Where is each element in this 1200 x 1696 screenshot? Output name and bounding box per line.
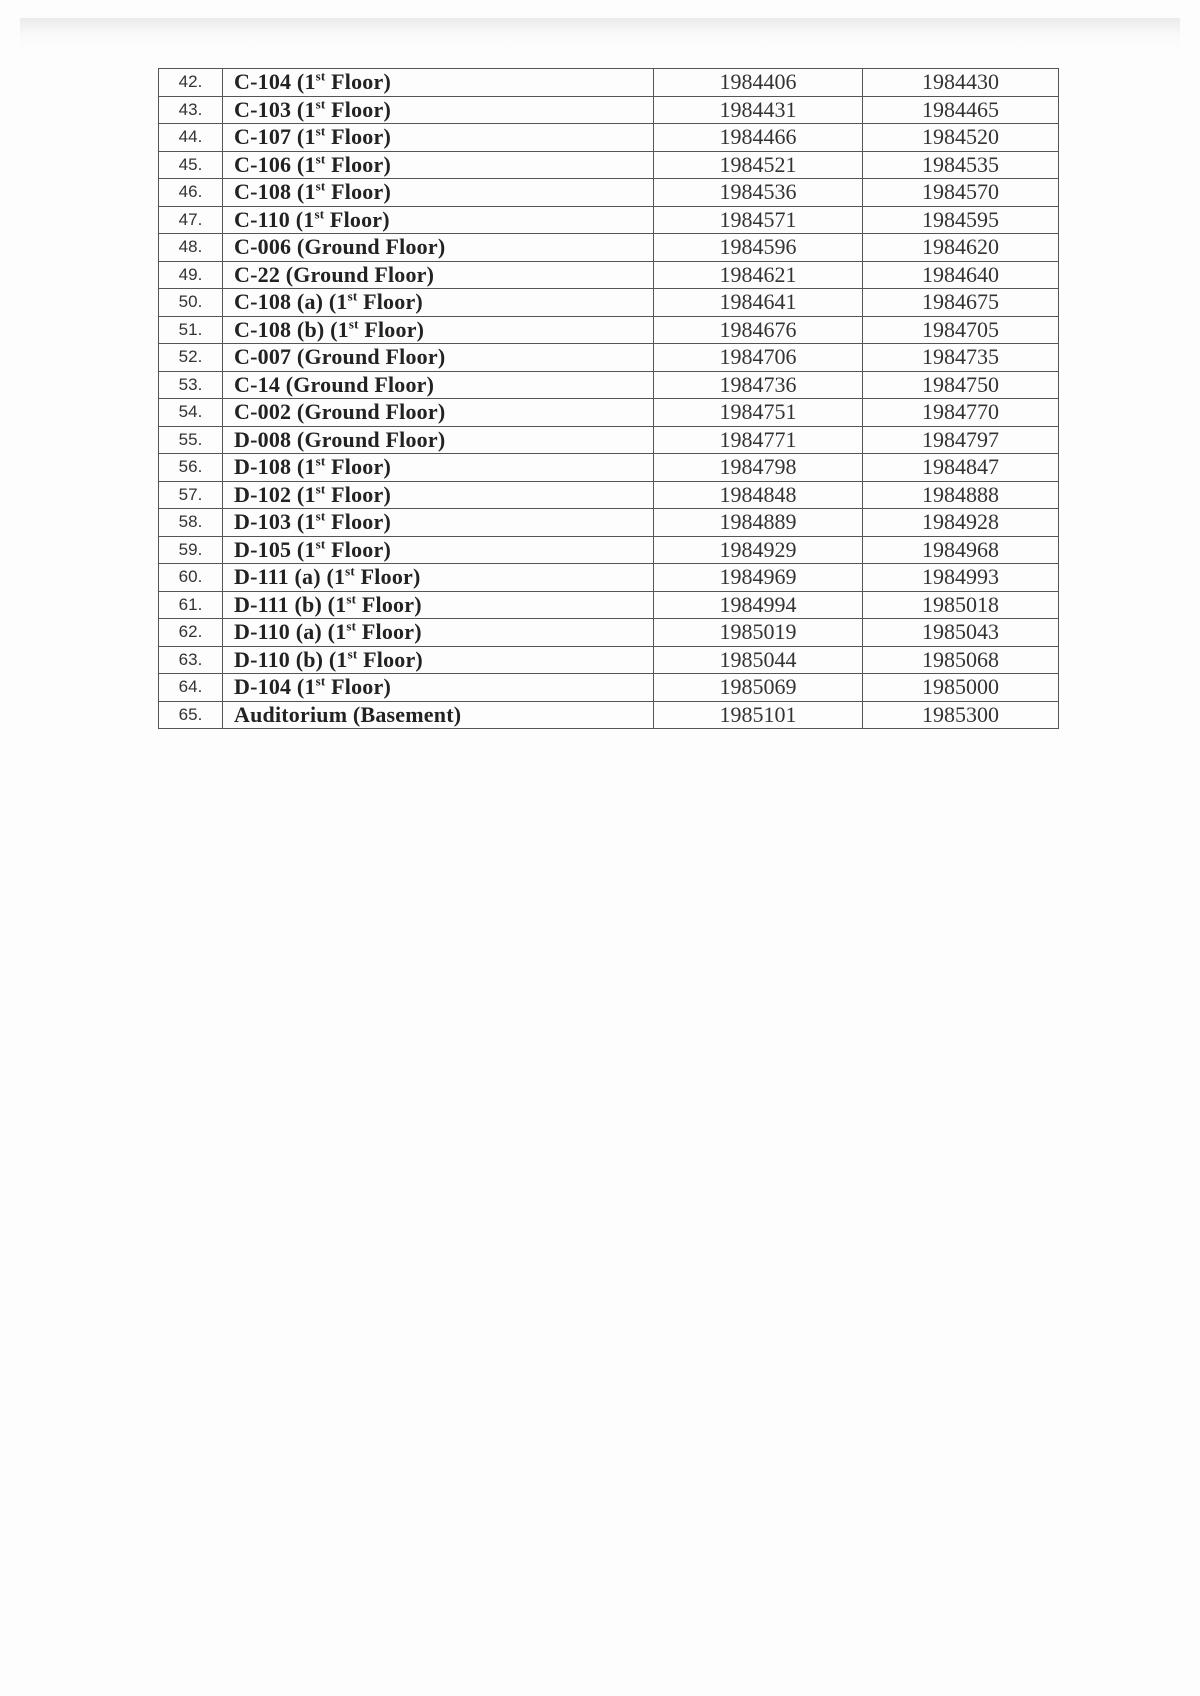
room-cell bbox=[223, 426, 654, 454]
range-end: 1984520 bbox=[863, 124, 1059, 152]
table-row bbox=[159, 179, 1059, 207]
room-cell bbox=[223, 234, 654, 262]
floor-number: 1 bbox=[304, 509, 316, 535]
table-row bbox=[159, 674, 1059, 702]
floor-number: 1 bbox=[304, 674, 316, 700]
room-cell bbox=[223, 151, 654, 179]
room-cell bbox=[223, 371, 654, 399]
room-name: C-14 (Ground Floor) bbox=[234, 371, 435, 397]
serial-number: 60. bbox=[159, 564, 223, 592]
floor-label: Floor) bbox=[325, 509, 391, 535]
serial-number: 56. bbox=[159, 454, 223, 482]
range-end: 1984620 bbox=[863, 234, 1059, 262]
range-start: 1984571 bbox=[654, 206, 863, 234]
range-end: 1984675 bbox=[863, 289, 1059, 317]
range-end: 1984847 bbox=[863, 454, 1059, 482]
room-cell bbox=[223, 261, 654, 289]
serial-number: 46. bbox=[159, 179, 223, 207]
floor-ordinal-suffix: st bbox=[345, 563, 355, 579]
range-end: 1984750 bbox=[863, 371, 1059, 399]
serial-number: 53. bbox=[159, 371, 223, 399]
table-row bbox=[159, 289, 1059, 317]
room-name: D-110 (a) ( bbox=[234, 619, 336, 645]
serial-number: 52. bbox=[159, 344, 223, 372]
range-end: 1984535 bbox=[863, 151, 1059, 179]
serial-number: 44. bbox=[159, 124, 223, 152]
range-start: 1984676 bbox=[654, 316, 863, 344]
range-start: 1984621 bbox=[654, 261, 863, 289]
room-name: C-007 (Ground Floor) bbox=[234, 344, 446, 370]
range-start: 1985019 bbox=[654, 619, 863, 647]
serial-number: 50. bbox=[159, 289, 223, 317]
floor-ordinal-suffix: st bbox=[348, 316, 359, 332]
serial-number: 64. bbox=[159, 674, 223, 702]
table-row bbox=[159, 96, 1059, 124]
floor-ordinal-suffix: st bbox=[315, 481, 326, 497]
table-row bbox=[159, 619, 1059, 647]
range-end: 1984705 bbox=[863, 316, 1059, 344]
room-allocation-table bbox=[158, 68, 1059, 729]
room-cell bbox=[223, 206, 654, 234]
room-cell bbox=[223, 701, 654, 729]
range-end: 1985018 bbox=[863, 591, 1059, 619]
table-row bbox=[159, 454, 1059, 482]
floor-number: 1 bbox=[304, 481, 316, 507]
range-start: 1984969 bbox=[654, 564, 863, 592]
range-start: 1985044 bbox=[654, 646, 863, 674]
floor-number: 1 bbox=[304, 536, 316, 562]
floor-number: 1 bbox=[333, 564, 346, 590]
floor-label: Floor) bbox=[325, 481, 391, 507]
room-cell bbox=[223, 674, 654, 702]
floor-ordinal-suffix: st bbox=[315, 508, 326, 524]
serial-number: 47. bbox=[159, 206, 223, 234]
floor-label: Floor) bbox=[356, 591, 422, 617]
table-row bbox=[159, 261, 1059, 289]
serial-number: 65. bbox=[159, 701, 223, 729]
range-end: 1984430 bbox=[863, 69, 1059, 97]
floor-ordinal-suffix: st bbox=[315, 453, 326, 469]
floor-label: Floor) bbox=[325, 454, 391, 480]
room-name: D-111 (b) ( bbox=[234, 591, 336, 617]
range-end: 1985043 bbox=[863, 619, 1059, 647]
serial-number: 61. bbox=[159, 591, 223, 619]
room-cell bbox=[223, 124, 654, 152]
room-cell bbox=[223, 289, 654, 317]
table-body bbox=[159, 69, 1059, 729]
room-name: D-111 (a) ( bbox=[234, 564, 334, 590]
table-row bbox=[159, 591, 1059, 619]
range-end: 1984570 bbox=[863, 179, 1059, 207]
range-start: 1984848 bbox=[654, 481, 863, 509]
serial-number: 42. bbox=[159, 69, 223, 97]
table-row bbox=[159, 536, 1059, 564]
room-name: D-105 ( bbox=[234, 536, 305, 562]
range-start: 1984736 bbox=[654, 371, 863, 399]
serial-number: 55. bbox=[159, 426, 223, 454]
floor-ordinal-suffix: st bbox=[314, 206, 325, 222]
room-cell bbox=[223, 509, 654, 537]
floor-number: 1 bbox=[304, 96, 316, 122]
table-row bbox=[159, 646, 1059, 674]
table-row bbox=[159, 481, 1059, 509]
range-start: 1984751 bbox=[654, 399, 863, 427]
room-cell bbox=[223, 591, 654, 619]
floor-label: Floor) bbox=[358, 316, 425, 342]
table-row bbox=[159, 509, 1059, 537]
table-row bbox=[159, 234, 1059, 262]
floor-label: Floor) bbox=[357, 289, 423, 315]
range-start: 1985069 bbox=[654, 674, 863, 702]
table-row bbox=[159, 426, 1059, 454]
floor-number: 1 bbox=[335, 619, 347, 645]
table-row bbox=[159, 371, 1059, 399]
range-end: 1984797 bbox=[863, 426, 1059, 454]
room-cell bbox=[223, 536, 654, 564]
range-start: 1984994 bbox=[654, 591, 863, 619]
room-name: C-22 (Ground Floor) bbox=[234, 261, 435, 287]
floor-ordinal-suffix: st bbox=[315, 536, 326, 552]
floor-label: Floor) bbox=[325, 69, 391, 95]
room-cell bbox=[223, 179, 654, 207]
room-name: C-106 ( bbox=[234, 151, 305, 177]
room-cell bbox=[223, 96, 654, 124]
range-end: 1985000 bbox=[863, 674, 1059, 702]
floor-ordinal-suffix: st bbox=[347, 288, 358, 304]
range-start: 1984889 bbox=[654, 509, 863, 537]
floor-ordinal-suffix: st bbox=[315, 151, 326, 167]
floor-number: 1 bbox=[304, 179, 316, 205]
room-name: C-104 ( bbox=[234, 69, 305, 95]
floor-label: Floor) bbox=[324, 206, 390, 232]
range-start: 1984596 bbox=[654, 234, 863, 262]
range-end: 1984640 bbox=[863, 261, 1059, 289]
range-end: 1984735 bbox=[863, 344, 1059, 372]
serial-number: 57. bbox=[159, 481, 223, 509]
table-row bbox=[159, 124, 1059, 152]
range-start: 1985101 bbox=[654, 701, 863, 729]
floor-number: 1 bbox=[336, 646, 348, 672]
room-cell bbox=[223, 619, 654, 647]
floor-label: Floor) bbox=[354, 564, 421, 590]
room-name: C-108 (b) ( bbox=[234, 316, 338, 342]
range-start: 1984536 bbox=[654, 179, 863, 207]
floor-number: 1 bbox=[335, 591, 347, 617]
table-row bbox=[159, 316, 1059, 344]
room-name: D-008 (Ground Floor) bbox=[234, 426, 446, 452]
room-name: C-002 (Ground Floor) bbox=[234, 399, 446, 425]
room-cell bbox=[223, 481, 654, 509]
serial-number: 48. bbox=[159, 234, 223, 262]
floor-ordinal-suffix: st bbox=[346, 591, 357, 607]
serial-number: 45. bbox=[159, 151, 223, 179]
room-name: C-108 (a) ( bbox=[234, 289, 337, 315]
floor-ordinal-suffix: st bbox=[315, 68, 326, 84]
range-start: 1984771 bbox=[654, 426, 863, 454]
room-cell bbox=[223, 344, 654, 372]
table-row bbox=[159, 399, 1059, 427]
room-name: D-103 ( bbox=[234, 509, 305, 535]
room-name: C-110 ( bbox=[234, 206, 304, 232]
table-row bbox=[159, 151, 1059, 179]
floor-ordinal-suffix: st bbox=[346, 618, 357, 634]
range-start: 1984706 bbox=[654, 344, 863, 372]
table-row bbox=[159, 69, 1059, 97]
floor-number: 1 bbox=[304, 454, 316, 480]
serial-number: 63. bbox=[159, 646, 223, 674]
floor-number: 1 bbox=[304, 69, 316, 95]
range-end: 1984968 bbox=[863, 536, 1059, 564]
table-row bbox=[159, 206, 1059, 234]
room-cell bbox=[223, 316, 654, 344]
room-cell bbox=[223, 646, 654, 674]
floor-number: 1 bbox=[304, 124, 316, 150]
room-cell bbox=[223, 69, 654, 97]
floor-label: Floor) bbox=[325, 151, 391, 177]
table-row bbox=[159, 564, 1059, 592]
floor-number: 1 bbox=[304, 151, 316, 177]
range-end: 1984595 bbox=[863, 206, 1059, 234]
range-end: 1984993 bbox=[863, 564, 1059, 592]
room-cell bbox=[223, 399, 654, 427]
range-start: 1984406 bbox=[654, 69, 863, 97]
table-row bbox=[159, 701, 1059, 729]
range-start: 1984798 bbox=[654, 454, 863, 482]
serial-number: 58. bbox=[159, 509, 223, 537]
serial-number: 49. bbox=[159, 261, 223, 289]
floor-ordinal-suffix: st bbox=[315, 96, 326, 112]
serial-number: 54. bbox=[159, 399, 223, 427]
floor-ordinal-suffix: st bbox=[315, 673, 326, 689]
floor-number: 1 bbox=[337, 316, 349, 342]
floor-ordinal-suffix: st bbox=[315, 123, 326, 139]
range-start: 1984431 bbox=[654, 96, 863, 124]
room-name: D-104 ( bbox=[234, 674, 305, 700]
range-start: 1984641 bbox=[654, 289, 863, 317]
floor-label: Floor) bbox=[325, 179, 391, 205]
range-end: 1984465 bbox=[863, 96, 1059, 124]
floor-label: Floor) bbox=[325, 124, 391, 150]
serial-number: 62. bbox=[159, 619, 223, 647]
room-cell bbox=[223, 564, 654, 592]
scan-shadow bbox=[20, 18, 1180, 52]
room-name: D-108 ( bbox=[234, 454, 305, 480]
range-end: 1984770 bbox=[863, 399, 1059, 427]
floor-label: Floor) bbox=[325, 536, 391, 562]
range-end: 1984928 bbox=[863, 509, 1059, 537]
range-end: 1985068 bbox=[863, 646, 1059, 674]
room-name: D-110 (b) ( bbox=[234, 646, 337, 672]
range-start: 1984929 bbox=[654, 536, 863, 564]
room-name: C-107 ( bbox=[234, 124, 305, 150]
floor-ordinal-suffix: st bbox=[347, 646, 358, 662]
room-name: C-108 ( bbox=[234, 179, 305, 205]
floor-number: 1 bbox=[336, 289, 348, 315]
serial-number: 51. bbox=[159, 316, 223, 344]
room-name: C-103 ( bbox=[234, 96, 305, 122]
range-end: 1984888 bbox=[863, 481, 1059, 509]
serial-number: 59. bbox=[159, 536, 223, 564]
table-row bbox=[159, 344, 1059, 372]
floor-number: 1 bbox=[303, 206, 315, 232]
floor-ordinal-suffix: st bbox=[315, 178, 326, 194]
floor-label: Floor) bbox=[325, 674, 391, 700]
floor-label: Floor) bbox=[325, 96, 391, 122]
room-name: C-006 (Ground Floor) bbox=[234, 234, 446, 260]
serial-number: 43. bbox=[159, 96, 223, 124]
room-name: D-102 ( bbox=[234, 481, 305, 507]
floor-label: Floor) bbox=[357, 646, 423, 672]
range-start: 1984521 bbox=[654, 151, 863, 179]
room-name: Auditorium (Basement) bbox=[234, 701, 462, 727]
range-end: 1985300 bbox=[863, 701, 1059, 729]
room-cell bbox=[223, 454, 654, 482]
range-start: 1984466 bbox=[654, 124, 863, 152]
floor-label: Floor) bbox=[356, 619, 422, 645]
